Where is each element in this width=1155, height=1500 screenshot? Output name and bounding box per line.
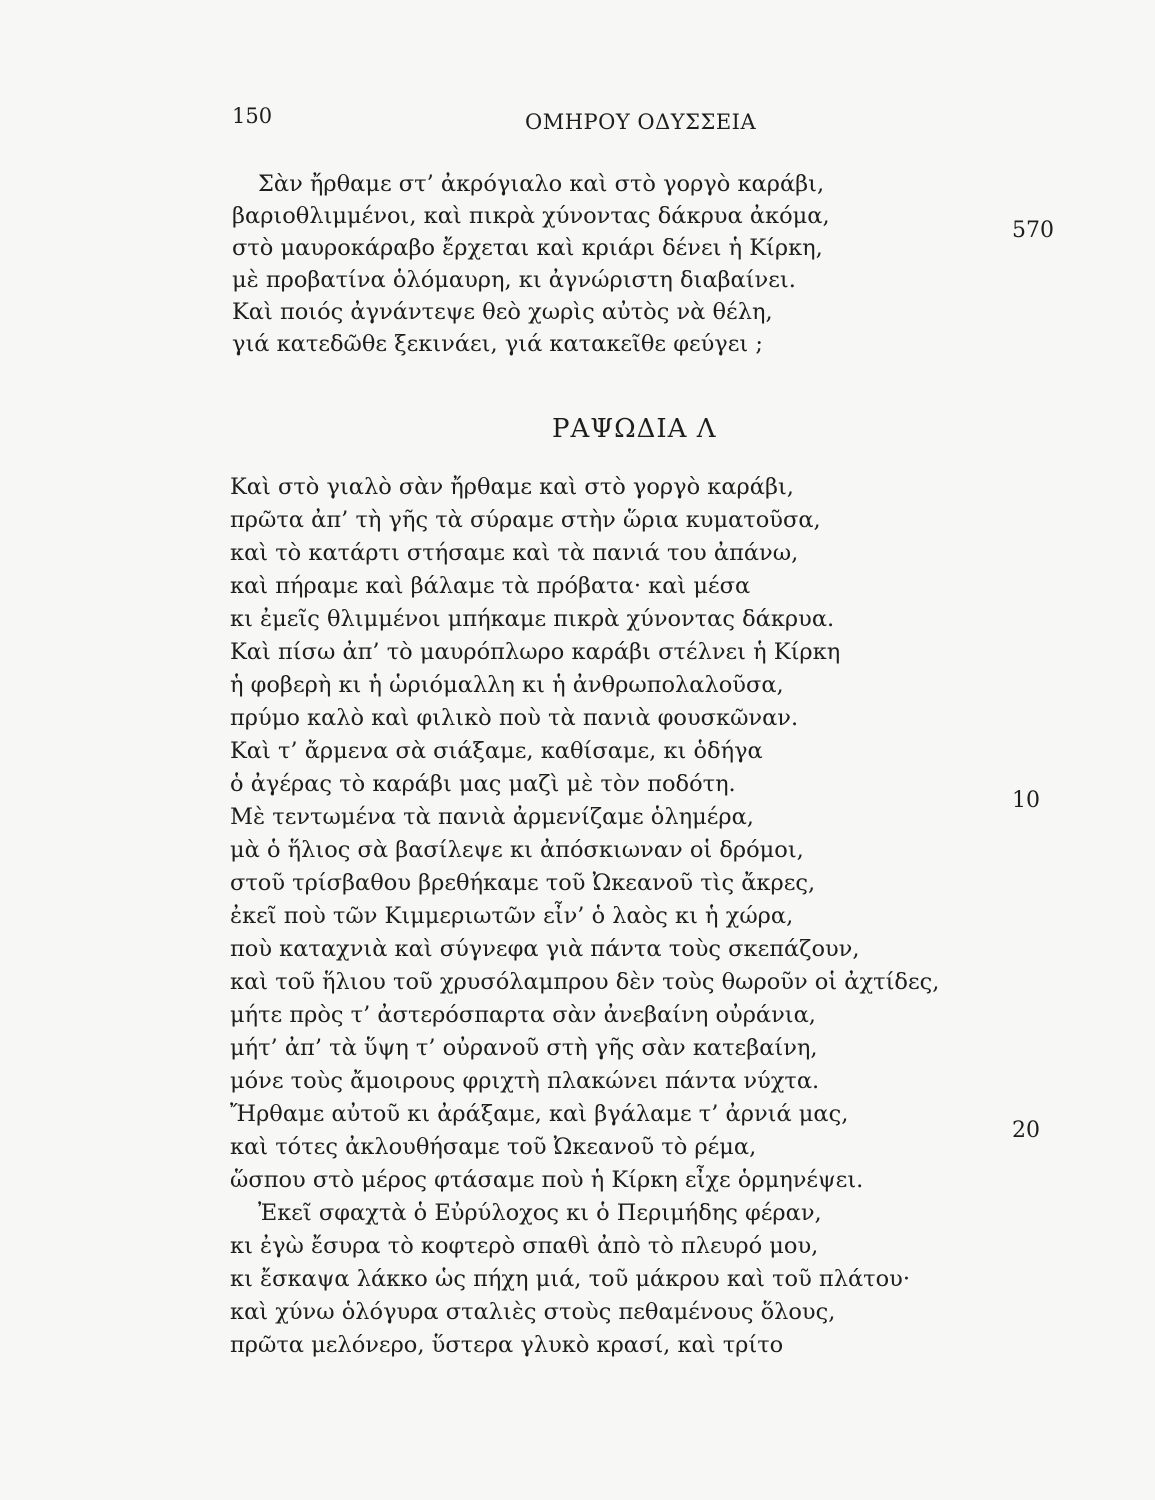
verse-line: πρύμο καλὸ καὶ φιλικὸ ποὺ τὰ πανιὰ φουσκῶναν. [230, 705, 799, 731]
verse-line: ἐκεῖ ποὺ τῶν Κιμμεριωτῶν εἶν’ ὁ λαὸς κι ἡ χώρα, [230, 903, 794, 929]
verse-line: Ἤρθαμε αὐτοῦ κι ἀράξαμε, καὶ βγάλαμε τ’ ἀρνιά μας, [230, 1101, 849, 1127]
verse-line: καὶ πήραμε καὶ βάλαμε τὰ πρόβατα· καὶ μέσα [230, 573, 751, 599]
verse-line: Καὶ πίσω ἀπ’ τὸ μαυρόπλωρο καράβι στέλνει ἡ Κίρκη [230, 639, 841, 665]
verse-line: κι ἔσκαψα λάκκο ὡς πήχη μιά, τοῦ μάκρου καὶ τοῦ πλάτου· [230, 1266, 910, 1292]
verse-line: καὶ τοῦ ἥλιου τοῦ χρυσόλαμπρου δὲν τοὺς θωροῦν οἱ ἀχτίδες, [230, 969, 940, 995]
verse-line: μήτε πρὸς τ’ ἀστερόσπαρτα σὰν ἀνεβαίνη οὐράνια, [230, 1002, 816, 1028]
verse-line: ποὺ καταχνιὰ καὶ σύγνεφα γιὰ πάντα τοὺς σκεπάζουν, [230, 936, 860, 962]
section-title: ΡΑΨΩΔΙΑ Λ [552, 414, 717, 444]
verse-line: μὲ προβατίνα ὁλόμαυρη, κι ἀγνώριστη διαβαίνει. [232, 267, 796, 293]
running-title: ΟΜΗΡΟΥ ΟΔΥΣΣΕΙΑ [525, 110, 757, 134]
verse-line: κι ἐμεῖς θλιμμένοι μπήκαμε πικρὰ χύνοντας δάκρυα. [230, 606, 835, 632]
verse-line: κι ἐγὼ ἔσυρα τὸ κοφτερὸ σπαθὶ ἀπὸ τὸ πλευρό μου, [230, 1233, 819, 1259]
verse-line: μὰ ὁ ἥλιος σὰ βασίλεψε κι ἀπόσκιωναν οἱ δρόμοι, [230, 837, 804, 863]
verse-line: ὁ ἀγέρας τὸ καράβι μας μαζὶ μὲ τὸν ποδότη. [230, 771, 736, 797]
verse-line: καὶ τότες ἀκλουθήσαμε τοῦ Ὠκεανοῦ τὸ ρέμα, [230, 1134, 757, 1160]
verse-line: γιά κατεδῶθε ξεκινάει, γιά κατακεῖθε φεύγει ; [232, 331, 763, 357]
verse-line: Καὶ τ’ ἄρμενα σὰ σιάξαμε, καθίσαμε, κι ὁδήγα [230, 738, 763, 764]
verse-line: Ἐκεῖ σφαχτὰ ὁ Εὐρύλοχος κι ὁ Περιμήδης φέραν, [258, 1200, 822, 1226]
verse-line: καὶ τὸ κατάρτι στήσαμε καὶ τὰ πανιά του ἀπάνω, [230, 540, 799, 566]
line-number: 20 [1012, 1118, 1040, 1143]
page-number: 150 [232, 104, 273, 128]
verse-line: στοῦ τρίσβαθου βρεθήκαμε τοῦ Ὠκεανοῦ τὶς ἄκρες, [230, 870, 816, 896]
line-number: 570 [1012, 218, 1054, 243]
verse-line: Καὶ στὸ γιαλὸ σὰν ἤρθαμε καὶ στὸ γοργὸ καράβι, [230, 474, 794, 500]
verse-line: πρῶτα ἀπ’ τὴ γῆς τὰ σύραμε στὴν ὥρια κυματοῦσα, [230, 507, 821, 533]
verse-line: μόνε τοὺς ἄμοιρους φριχτὴ πλακώνει πάντα νύχτα. [230, 1068, 820, 1094]
verse-line: καὶ χύνω ὁλόγυρα σταλιὲς στοὺς πεθαμένους ὅλους, [230, 1299, 836, 1325]
verse-line: ὥσπου στὸ μέρος φτάσαμε ποὺ ἡ Κίρκη εἶχε ὁρμηνέψει. [230, 1167, 864, 1193]
verse-line: Σὰν ἤρθαμε στ’ ἀκρόγιαλο καὶ στὸ γοργὸ καράβι, [258, 171, 825, 197]
verse-line: Μὲ τεντωμένα τὰ πανιὰ ἀρμενίζαμε ὁλημέρα, [230, 804, 754, 830]
verse-line: μήτ’ ἀπ’ τὰ ὕψη τ’ οὐρανοῦ στὴ γῆς σὰν κατεβαίνη, [230, 1035, 818, 1061]
verse-line: πρῶτα μελόνερο, ὕστερα γλυκὸ κρασί, καὶ τρίτο [230, 1332, 784, 1358]
verse-line: στὸ μαυροκάραβο ἔρχεται καὶ κριάρι δένει ἡ Κίρκη, [232, 235, 823, 261]
verse-line: Καὶ ποιός ἀγνάντεψε θεὸ χωρὶς αὐτὸς νὰ θέλη, [232, 299, 773, 325]
verse-line: βαριοθλιμμένοι, καὶ πικρὰ χύνοντας δάκρυα ἀκόμα, [232, 203, 830, 229]
verse-line: ἡ φοβερὴ κι ἡ ὡριόμαλλη κι ἡ ἀνθρωπολαλοῦσα, [230, 672, 784, 698]
line-number: 10 [1012, 788, 1040, 813]
